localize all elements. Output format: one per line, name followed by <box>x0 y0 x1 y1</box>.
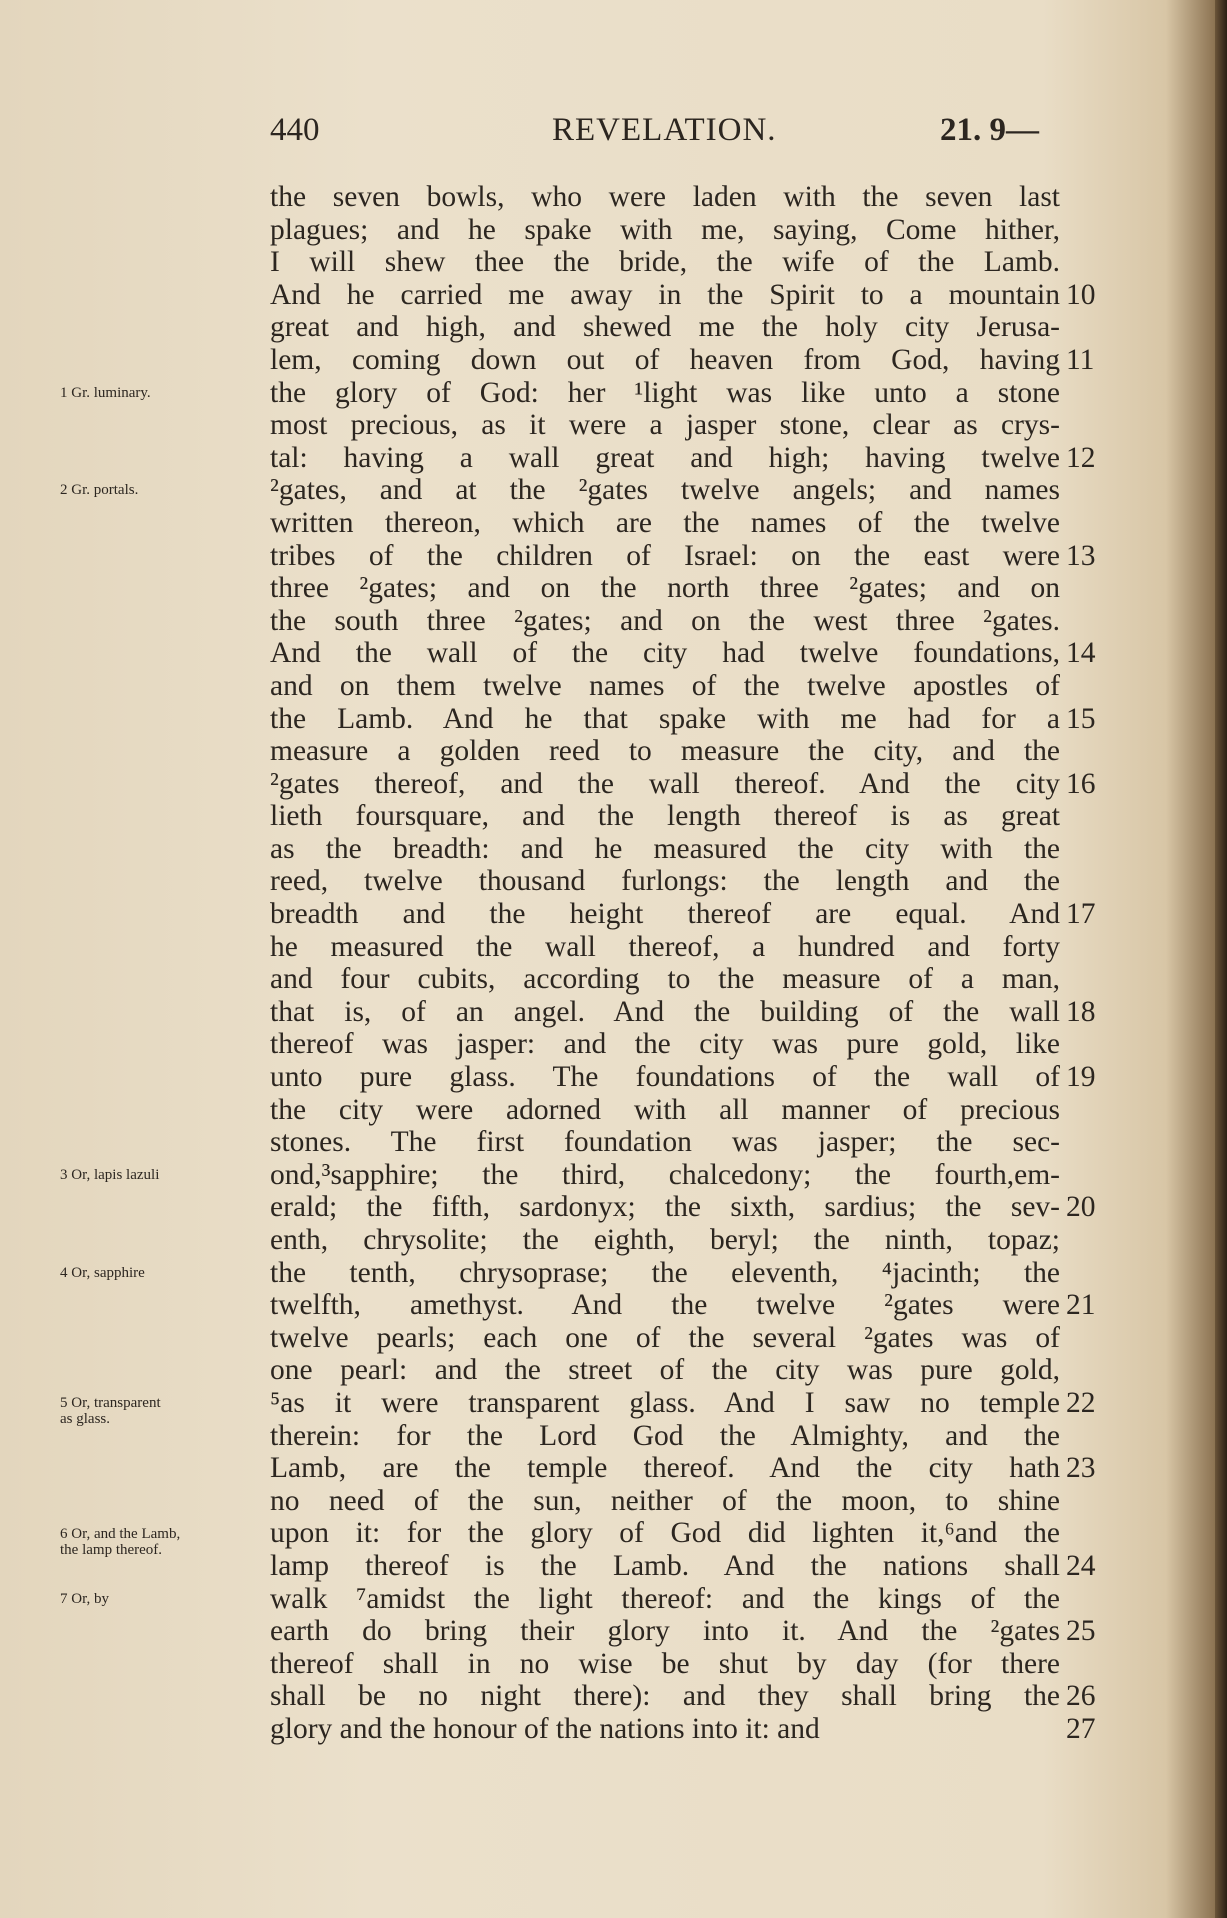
text-line <box>270 474 1060 507</box>
text-line-content: the tenth, chrysoprase; the eleventh, ⁴jacinth; the <box>270 1256 1060 1289</box>
page-number: 440 <box>270 112 320 148</box>
text-line <box>270 1061 1096 1094</box>
text-line-content: no need of the sun, neither of the moon, to shine <box>270 1484 1060 1517</box>
text-line-content: the city were adorned with all manner of precious <box>270 1093 1060 1126</box>
text-line-content: the seven bowls, who were laden with the seven last <box>270 181 1060 213</box>
verse-number: 24 <box>1066 1549 1096 1582</box>
text-line <box>270 865 1060 898</box>
scripture-text <box>270 181 1096 1746</box>
text-line-content: stones. The first foundation was jasper; the sec- <box>270 1126 1060 1159</box>
text-line <box>270 1712 1096 1746</box>
text-line <box>270 1159 1060 1192</box>
text-line-content: shall be no night there): and they shall bring the <box>270 1680 1060 1713</box>
text-line-content: therein: for the Lord God the Almighty, and the <box>270 1419 1060 1452</box>
verse-number: 19 <box>1066 1061 1096 1094</box>
text-line <box>270 343 1095 377</box>
text-line <box>270 800 1060 833</box>
text-line <box>270 246 1060 279</box>
text-line-content: glory and the honour of the nations into it: and <box>270 1712 820 1745</box>
text-line <box>270 278 1096 312</box>
text-line-content: thereof shall in no wise be shut by day (for there <box>270 1647 1060 1680</box>
text-line-content: walk ⁷amidst the light thereof: and the kings of the <box>270 1582 1060 1615</box>
text-line-content: thereof was jasper: and the city was pure gold, like <box>270 1028 1060 1061</box>
text-line-content: And the wall of the city had twelve foundations, <box>270 637 1060 670</box>
margin-note: 5 Or, transparent as glass. <box>60 1395 161 1428</box>
verse-number: 12 <box>1066 441 1096 474</box>
text-line <box>270 507 1060 540</box>
verse-number: 17 <box>1066 898 1096 931</box>
text-line-content: the glory of God: her ¹light was like unto a stone <box>270 376 1060 409</box>
text-line <box>270 637 1096 670</box>
text-line <box>270 670 1060 703</box>
text-line <box>270 1028 1060 1061</box>
verse-number: 15 <box>1066 702 1096 735</box>
text-line-content: twelve pearls; each one of the several ²gates was of <box>270 1321 1060 1354</box>
text-line-content: erald; the fifth, sardonyx; the sixth, sardius; the sev- <box>270 1191 1060 1224</box>
text-line <box>270 735 1060 768</box>
text-line <box>270 1680 1096 1713</box>
text-line <box>270 181 1060 214</box>
text-line-content: lamp thereof is the Lamb. And the nations shall <box>270 1549 1060 1582</box>
text-line-content: the south three ²gates; and on the west three ²gates. <box>270 604 1060 637</box>
text-line-content: unto pure glass. The foundations of the wall of <box>270 1061 1060 1094</box>
text-line <box>270 377 1060 410</box>
text-line <box>270 995 1096 1029</box>
text-line <box>270 572 1060 605</box>
text-line <box>270 1549 1096 1583</box>
text-line-content: plagues; and he spake with me, saying, Come hither, <box>270 213 1060 246</box>
text-line <box>270 702 1096 736</box>
text-line <box>270 1452 1096 1485</box>
text-line <box>270 409 1060 442</box>
margin-note: 2 Gr. portals. <box>60 482 139 499</box>
text-line <box>270 1126 1060 1159</box>
verse-number: 16 <box>1066 767 1096 800</box>
text-line-content: that is, of an angel. And the building of the wall <box>270 995 1060 1028</box>
text-line <box>270 1354 1060 1387</box>
running-title: REVELATION. <box>552 112 777 148</box>
margin-note: 7 Or, by <box>60 1590 109 1607</box>
text-line-content: and four cubits, according to the measure of a man, <box>270 963 1060 996</box>
chapter-verse-reference: 21. 9— <box>940 112 1039 148</box>
text-line <box>270 767 1096 801</box>
text-line <box>270 311 1060 344</box>
margin-note: 4 Or, sapphire <box>60 1264 145 1281</box>
text-line <box>270 1420 1060 1453</box>
text-line-content: measure a golden reed to measure the city, and the <box>270 735 1060 768</box>
text-line-content: breadth and the height thereof are equal. And <box>270 898 1060 931</box>
text-line <box>270 539 1096 573</box>
text-line-content: and on them twelve names of the twelve apostles of <box>270 669 1060 702</box>
text-line-content: upon it: for the glory of God did lighten it,⁶and the <box>270 1517 1060 1550</box>
margin-note: 3 Or, lapis lazuli <box>60 1167 160 1183</box>
text-line-content: most precious, as it were a jasper stone, clear as crys- <box>270 409 1060 442</box>
verse-number: 20 <box>1066 1191 1096 1224</box>
text-line-content: three ²gates; and on the north three ²gates; and on <box>270 572 1060 605</box>
text-line-content: Lamb, are the temple thereof. And the city hath <box>270 1452 1060 1485</box>
text-line-content: one pearl: and the street of the city was pure gold, <box>270 1354 1060 1387</box>
margin-note: 1 Gr. luminary. <box>60 384 151 401</box>
page-edge-shadow <box>1215 0 1227 1918</box>
text-line-content: lieth foursquare, and the length thereof is as great <box>270 800 1060 833</box>
text-line-content: lem, coming down out of heaven from God, having <box>270 343 1060 376</box>
text-line <box>270 441 1096 475</box>
text-line <box>270 963 1060 996</box>
text-line <box>270 1485 1060 1518</box>
verse-number: 27 <box>1066 1712 1096 1745</box>
text-line <box>270 1517 1060 1550</box>
text-line <box>270 214 1060 247</box>
text-line <box>270 1257 1060 1290</box>
verse-number: 18 <box>1066 995 1096 1028</box>
running-head <box>270 112 1060 162</box>
verse-number: 13 <box>1066 539 1096 572</box>
verse-number: 21 <box>1066 1289 1096 1322</box>
text-line-content: great and high, and shewed me the holy city Jerusa- <box>270 311 1060 344</box>
text-line-content: tribes of the children of Israel: on the east were <box>270 539 1060 572</box>
text-line <box>270 1615 1096 1648</box>
text-line-content: And he carried me away in the Spirit to a mountain <box>270 278 1060 311</box>
text-line-content: as the breadth: and he measured the city with the <box>270 832 1060 865</box>
verse-number: 26 <box>1066 1680 1096 1713</box>
text-line <box>270 833 1060 866</box>
text-line-content: written thereon, which are the names of the twelve <box>270 506 1060 539</box>
text-line <box>270 1648 1060 1681</box>
text-line <box>270 1289 1096 1322</box>
text-line-content: the Lamb. And he that spake with me had for a <box>270 702 1060 735</box>
text-line-content: earth do bring their glory into it. And the ²gates <box>270 1615 1060 1648</box>
text-line-content: he measured the wall thereof, a hundred and forty <box>270 930 1060 963</box>
text-line-content: ²gates, and at the ²gates twelve angels; and names <box>270 474 1060 507</box>
margin-note: 6 Or, and the Lamb, the lamp thereof. <box>60 1525 181 1558</box>
text-line <box>270 1224 1060 1257</box>
text-line <box>270 931 1060 964</box>
text-line-content: tal: having a wall great and high; having twelve <box>270 441 1060 474</box>
verse-number: 22 <box>1066 1386 1096 1419</box>
text-line-content: enth, chrysolite; the eighth, beryl; the ninth, topaz; <box>270 1224 1060 1256</box>
text-line-content: ⁵as it were transparent glass. And I saw no temple <box>270 1386 1060 1419</box>
text-line <box>270 1191 1096 1224</box>
text-line-content: ²gates thereof, and the wall thereof. And the city <box>270 767 1060 800</box>
text-line <box>270 1386 1096 1420</box>
verse-number: 25 <box>1066 1615 1096 1648</box>
verse-number: 11 <box>1066 343 1095 376</box>
text-line <box>270 898 1096 931</box>
text-line-content: reed, twelve thousand furlongs: the length and the <box>270 865 1060 898</box>
verse-number: 14 <box>1066 637 1096 670</box>
text-line <box>270 1322 1060 1355</box>
text-line <box>270 1583 1060 1616</box>
text-line <box>270 605 1060 638</box>
text-line-content: twelfth, amethyst. And the twelve ²gates were <box>270 1289 1060 1322</box>
text-line-content: ond,³sapphire; the third, chalcedony; the fourth,em- <box>270 1158 1060 1191</box>
text-line-content: I will shew thee the bride, the wife of the Lamb. <box>270 246 1060 279</box>
verse-number: 10 <box>1066 278 1096 311</box>
verse-number: 23 <box>1066 1452 1096 1485</box>
text-line <box>270 1094 1060 1127</box>
